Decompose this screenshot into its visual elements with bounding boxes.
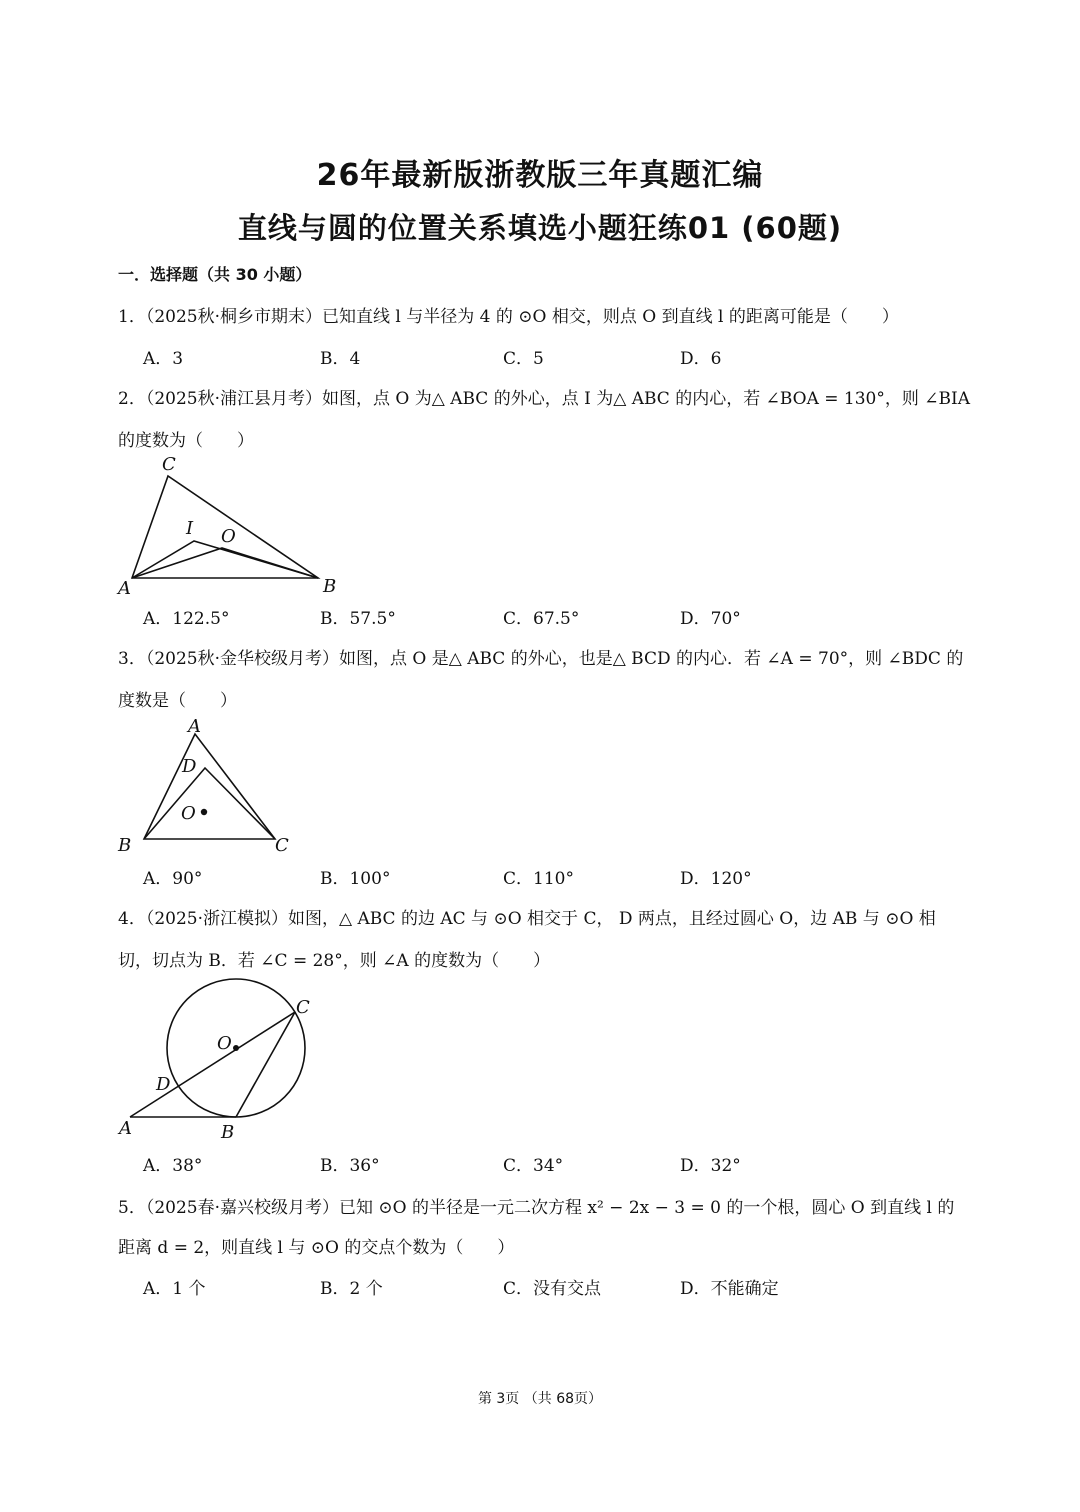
question-2-option-d: D．70° — [680, 609, 741, 629]
question-3-text-line1: 3．（2025秋·金华校级月考）如图，点 O 是△ ABC 的外心，也是△ BCD 的内心．若 ∠A = 70°，则 ∠BDC 的 — [118, 649, 964, 669]
label-a: A — [119, 1118, 132, 1139]
label-o: O — [217, 1033, 232, 1054]
label-c: C — [296, 997, 310, 1018]
question-5-text-line2: 距离 d = 2，则直线 l 与 ⊙O 的交点个数为（ ） — [118, 1238, 515, 1258]
question-4-text-line1: 4．（2025·浙江模拟）如图，△ ABC 的边 AC 与 ⊙O 相交于 C， D 两点，且经过圆心 O，边 AB 与 ⊙O 相 — [118, 909, 936, 929]
label-i: I — [186, 518, 194, 539]
question-5-text-line1: 5．（2025春·嘉兴校级月考）已知 ⊙O 的半径是一元二次方程 x² − 2x − 3 = 0 的一个根，圆心 O 到直线 l 的 — [118, 1198, 955, 1218]
question-5-option-b: B．2 个 — [320, 1279, 383, 1299]
question-3-option-c: C．110° — [503, 869, 574, 889]
question-1-option-b: B．4 — [320, 349, 361, 369]
triangle-abc — [144, 734, 275, 839]
label-o: O — [221, 526, 236, 547]
question-3-option-b: B．100° — [320, 869, 391, 889]
question-4-option-a: A．38° — [143, 1156, 203, 1176]
point-o — [201, 809, 207, 815]
label-o: O — [181, 803, 196, 824]
document-subtitle: 直线与圆的位置关系填选小题狂练01 (60题) — [237, 211, 843, 245]
question-4-option-d: D．32° — [680, 1156, 741, 1176]
question-5-option-a: A．1 个 — [143, 1279, 206, 1299]
page-footer: 第 3页 （共 68页） — [477, 1391, 603, 1407]
question-2-option-a: A．122.5° — [143, 609, 230, 629]
question-2-text-line2: 的度数为（ ） — [118, 431, 254, 451]
label-b: B — [323, 576, 337, 597]
question-4-text-line2: 切，切点为 B．若 ∠C = 28°，则 ∠A 的度数为（ ） — [118, 951, 551, 971]
label-d: D — [182, 756, 197, 777]
question-3-figure — [110, 712, 310, 862]
document-title: 26年最新版浙教版三年真题汇编 — [316, 158, 764, 193]
question-2-text-line1: 2．（2025秋·浦江县月考）如图，点 O 为△ ABC 的外心，点 I 为△ ABC 的内心，若 ∠BOA = 130°，则 ∠BIA — [118, 389, 970, 409]
question-1-option-d: D．6 — [680, 349, 722, 369]
question-3-text-line2: 度数是（ ） — [118, 691, 237, 711]
question-1-option-c: C．5 — [503, 349, 544, 369]
label-c: C — [275, 835, 289, 856]
question-2-option-c: C．67.5° — [503, 609, 580, 629]
segments-bd-dc — [144, 768, 275, 839]
question-4-figure — [110, 990, 340, 1150]
question-1-option-a: A．3 — [143, 349, 184, 369]
label-a: A — [188, 716, 201, 737]
question-5-option-c: C．没有交点 — [503, 1279, 602, 1299]
question-4-option-c: C．34° — [503, 1156, 564, 1176]
label-d: D — [156, 1074, 171, 1095]
point-o — [233, 1045, 239, 1051]
question-5-option-d: D．不能确定 — [680, 1279, 779, 1299]
line-ac — [130, 1012, 295, 1117]
question-3-option-a: A．90° — [143, 869, 203, 889]
question-2-option-b: B．57.5° — [320, 609, 396, 629]
label-c: C — [162, 454, 176, 475]
chord-bc — [236, 1012, 295, 1117]
question-4-option-b: B．36° — [320, 1156, 380, 1176]
segments-ao-ob — [132, 548, 318, 578]
label-b: B — [221, 1122, 235, 1143]
label-b: B — [118, 835, 132, 856]
question-3-option-d: D．120° — [680, 869, 752, 889]
question-1-text: 1．（2025秋·桐乡市期末）已知直线 l 与半径为 4 的 ⊙O 相交，则点 O 到直线 l 的距离可能是（ ） — [118, 307, 899, 327]
section-heading: 一．选择题（共 30 小题） — [118, 265, 312, 284]
question-2-figure — [110, 450, 350, 600]
label-a: A — [118, 578, 131, 599]
